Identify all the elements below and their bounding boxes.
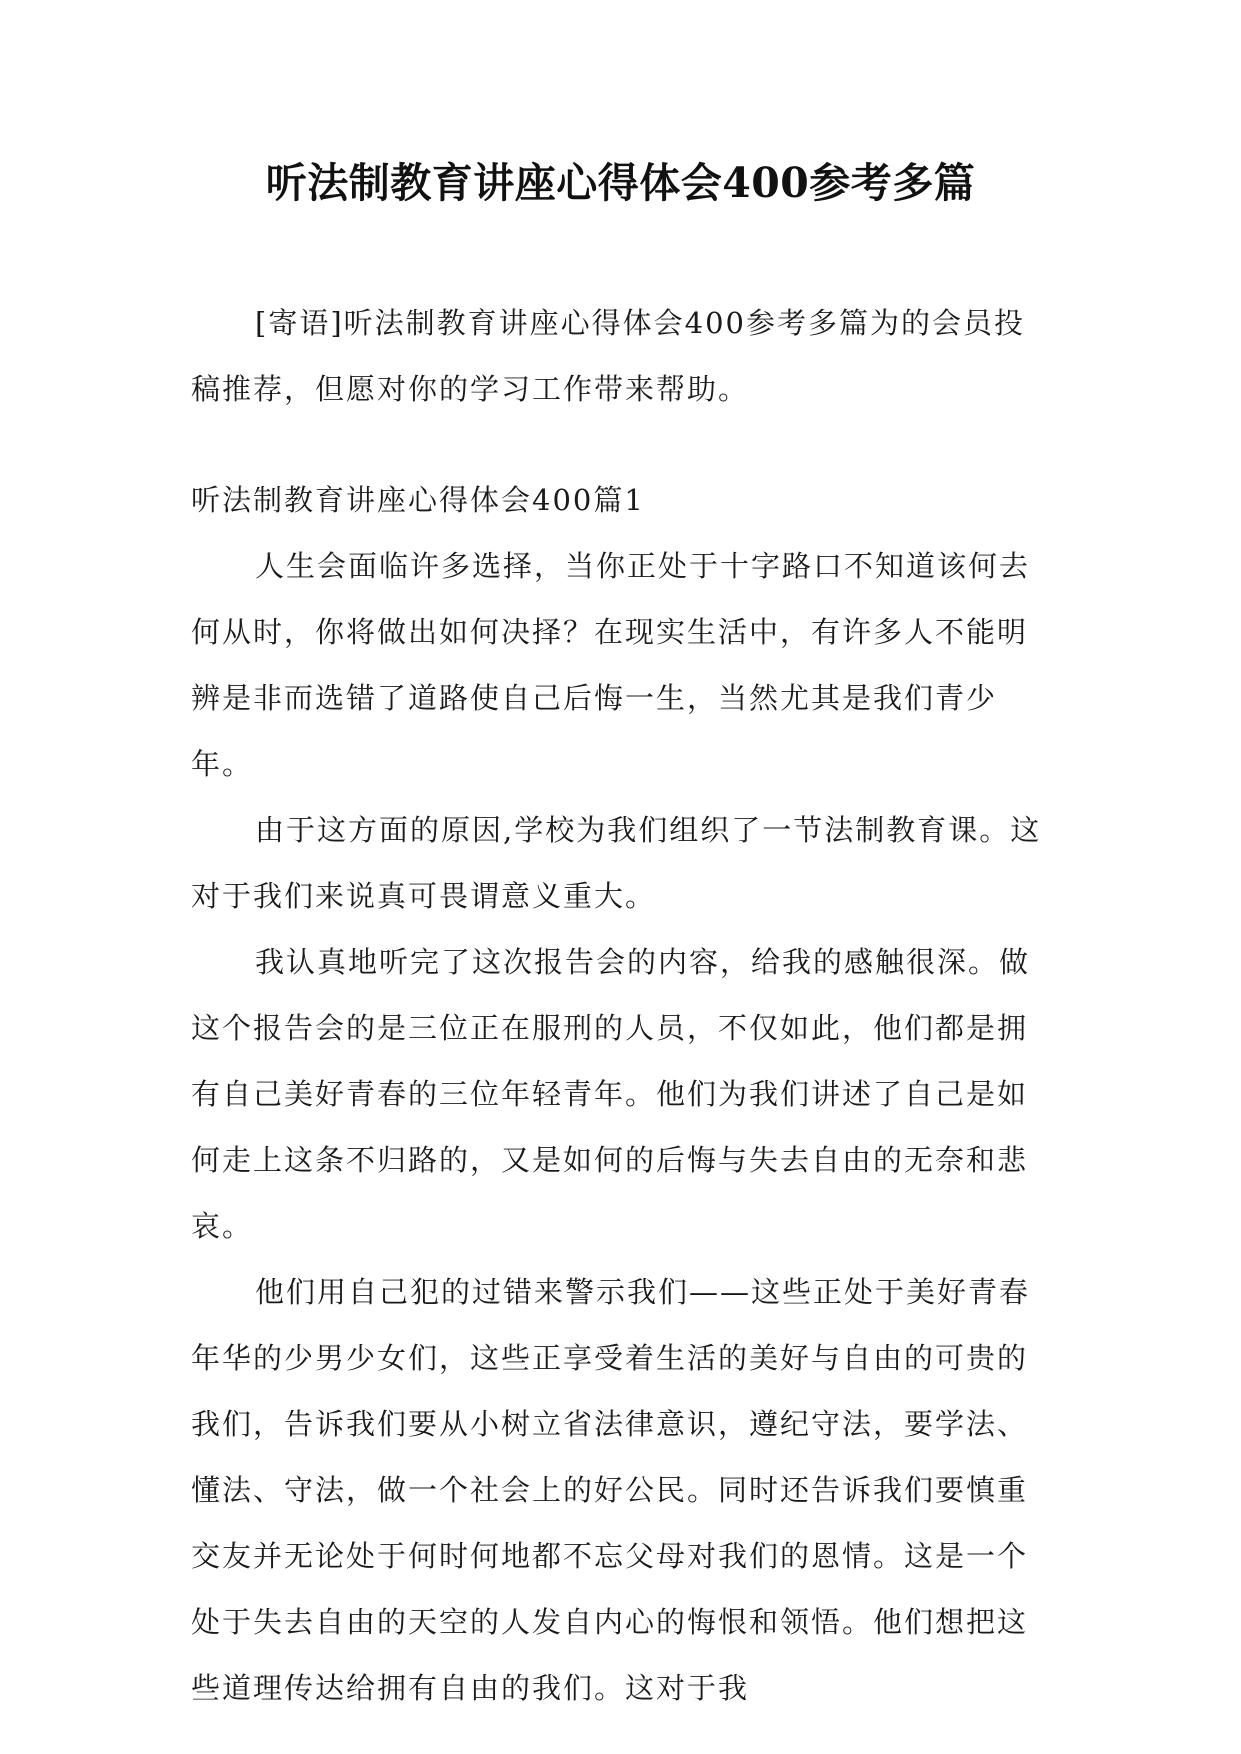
intro-paragraph: [寄语]听法制教育讲座心得体会400参考多篇为的会员投稿推荐，但愿对你的学习工作带来帮助。 [191, 306, 1025, 406]
section-heading: 听法制教育讲座心得体会400篇1 [191, 483, 645, 517]
document-body [191, 290, 1051, 1721]
body-paragraph-3: 我认真地听完了这次报告会的内容，给我的感触很深。做这个报告会的是三位正在服刑的人员，不仅如此，他们都是拥有自己美好青春的三位年轻青年。他们为我们讲述了自己是如何走上这条不归路的，又是如何的后悔与失去自由的无奈和悲哀。 [191, 945, 1031, 1243]
body-paragraph-1: 人生会面临许多选择，当你正处于十字路口不知道该何去何从时，你将做出如何决择？在现实生活中，有许多人不能明辨是非而选错了道路使自己后悔一生，当然尤其是我们青少年。 [191, 549, 1031, 781]
body-paragraph-4: 他们用自己犯的过错来警示我们——这些正处于美好青春年华的少男少女们，这些正享受着生活的美好与自由的可贵的我们，告诉我们要从小树立省法律意识，遵纪守法，要学法、懂法、守法，做一个社会上的好公民。同时还告诉我们要慎重交友并无论处于何时何地都不忘父母对我们的恩情。这是一个处于失去自由的天空的人发自内心的悔恨和领悟。他们想把这些道理传达给拥有自由的我们。这对于我 [191, 1275, 1031, 1705]
body-paragraph-2: 由于这方面的原因,学校为我们组织了一节法制教育课。这对于我们来说真可畏谓意义重大。 [191, 813, 1042, 913]
document-title: 听法制教育讲座心得体会400参考多篇 [265, 159, 976, 207]
